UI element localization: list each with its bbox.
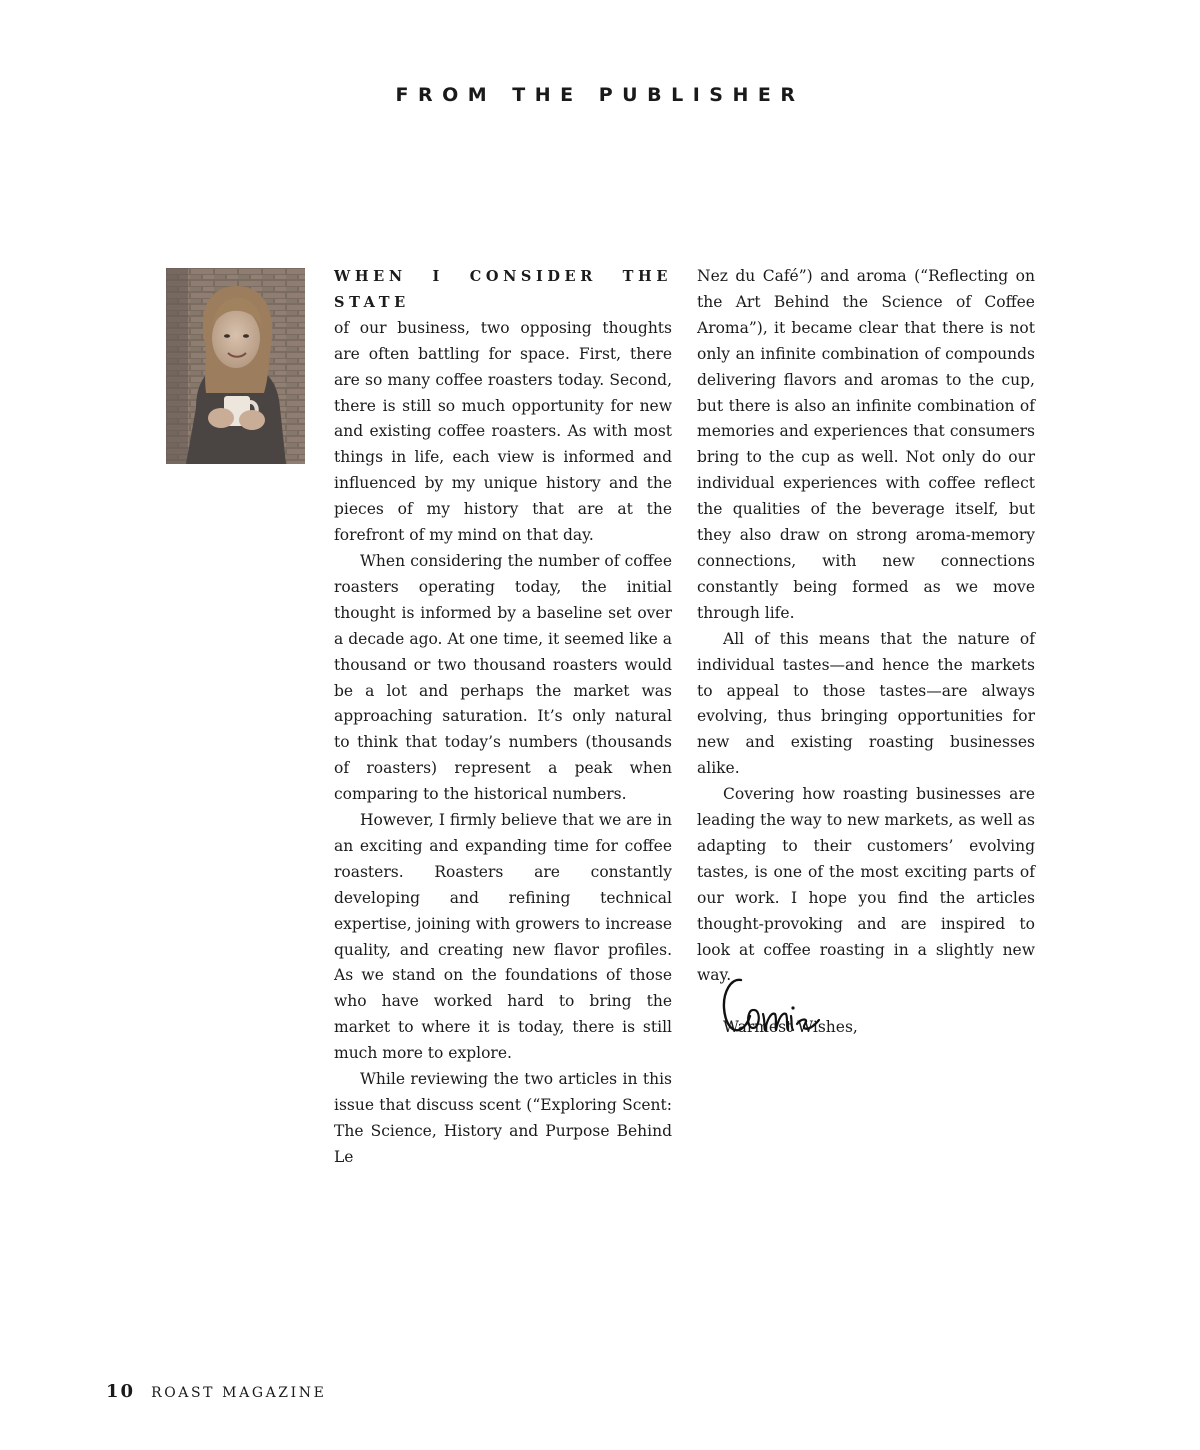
closing-salutation: Warmest Wishes, [723, 1018, 858, 1037]
article-paragraph-6: Covering how roasting businesses are leading the way to new markets, as well as adapting to their customers’ evolving tastes, is one of the most exciting parts of our work. I hope you find the articles thought-provoking and are inspired to look at coffee roasting in a slightly new way. [697, 785, 1035, 985]
article-paragraph-4: While reviewing the two articles in this issue that discuss scent (“Exploring Scent: The Science, History and Purpose Behind Le [334, 1070, 672, 1166]
section-title: FROM THE PUBLISHER [395, 84, 805, 106]
article-lead-in: WHEN I CONSIDER THE STATE [334, 268, 672, 311]
article-left-column [334, 264, 672, 1171]
article-paragraph-1 [334, 264, 672, 549]
article-paragraph-2: When considering the number of coffee roasters operating today, the initial thought is informed by a baseline set over a decade ago. At one time, it seemed like a thousand or two thousand roasters would be a lot and perhaps the market was approaching saturation. It’s only natural to think that today’s numbers (thousands of roasters) represent a peak when comparing to the historical numbers. [334, 551, 672, 804]
article-paragraph-4-continued: Nez du Café”) and aroma (“Reflecting on the Art Behind the Science of Coffee Aroma”), it became clear that there is not only an infinite combination of compounds delivering flavors and aromas to the cup, but there is also an infinite combination of memories and experiences that consumers bring to the cup as well. Not only do our individual experiences with coffee reflect the qualities of the beverage itself, but they also draw on strong aroma-memory connections, with new connections constantly being formed as we move through life. [697, 267, 1035, 622]
article-paragraph-text: of our business, two opposing thoughts are often battling for space. First, there are so many coffee roasters today. Second, there is still so much opportunity for new and existing coffee roasters. As with most things in life, each view is informed and influenced by my unique history and the pieces of my history that are at the forefront of my mind on that day. [334, 318, 672, 545]
article-paragraph-3: However, I firmly believe that we are in an exciting and expanding time for coffee roasters. Roasters are constantly developing and refining technical expertise, joining with growers to increase quality, and creating new flavor profiles. As we stand on the foundations of those who have worked hard to bring the market to where it is today, there is still much more to explore. [334, 811, 672, 1063]
page-footer [106, 1381, 326, 1402]
article-paragraph-5: All of this means that the nature of individual tastes—and hence the markets to appeal to those tastes—are always evolving, thus bringing opportunities for new and existing roasting businesses alike. [697, 629, 1035, 778]
article-right-column [697, 264, 1035, 1041]
publisher-photo [166, 268, 305, 464]
magazine-name: ROAST MAGAZINE [151, 1385, 327, 1401]
publisher-signature [719, 970, 829, 1040]
page-number: 10 [106, 1381, 136, 1402]
